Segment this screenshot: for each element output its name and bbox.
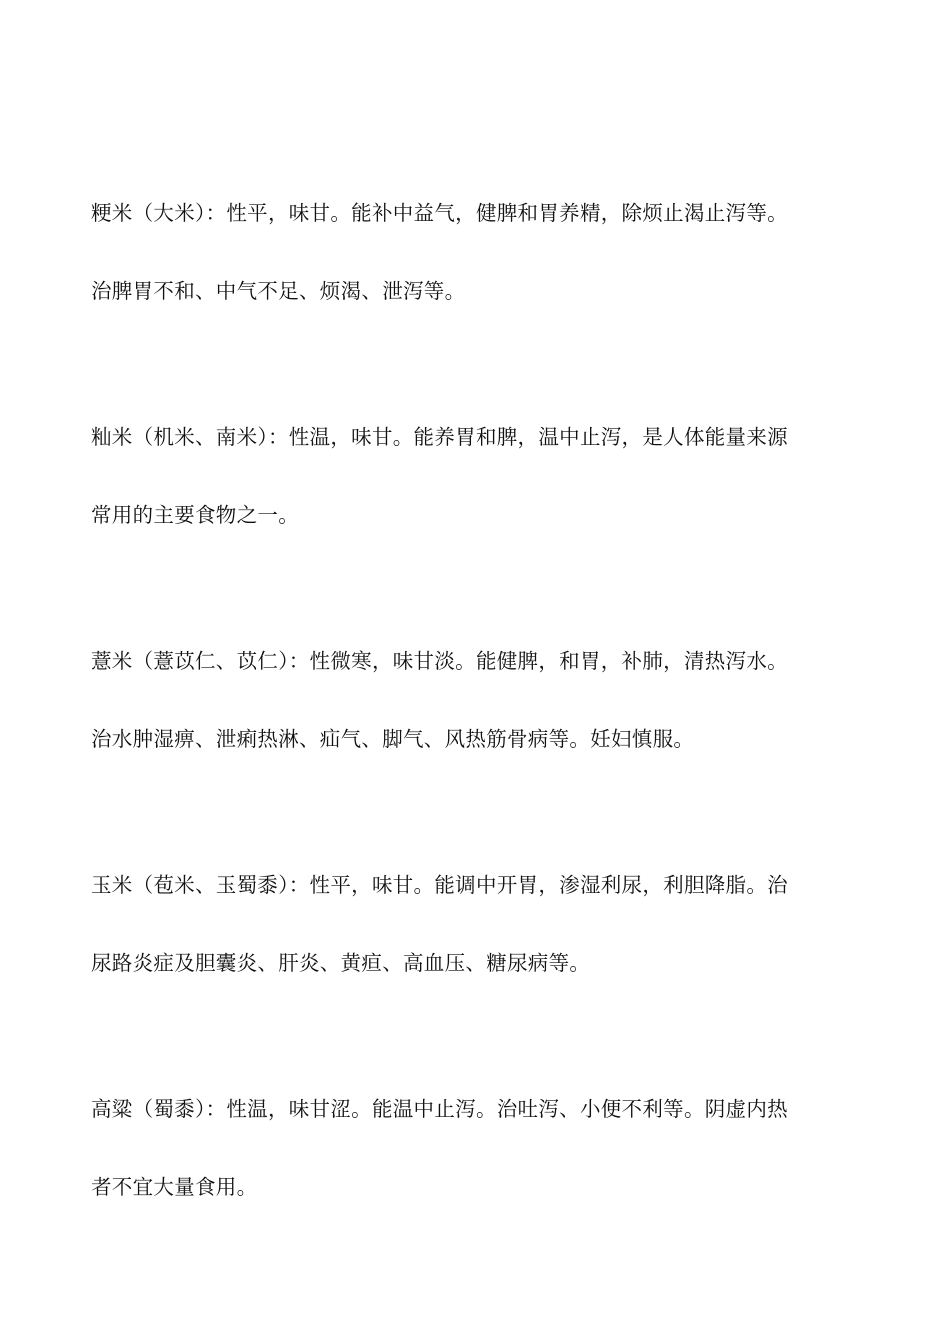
paragraph-yimi [91,648,861,804]
text-line: 玉米（苞米、玉蜀黍）：性平，味甘。能调中开胃，渗湿利尿，利胆降脂。治 [91,873,788,897]
text-line: 籼米（机米、南米）：性温，味甘。能养胃和脾，温中止泻，是人体能量来源 [91,425,788,449]
paragraph-jingmi [91,200,861,356]
text-line: 者不宜大量食用。 [91,1175,258,1199]
text-line: 薏米（薏苡仁、苡仁）：性微寒，味甘淡。能健脾，和胃，补肺，清热泻水。 [91,649,788,673]
paragraph-gaoliang [91,1096,861,1252]
paragraph-yumi [91,872,861,1028]
text-line: 粳米（大米）：性平，味甘。能补中益气，健脾和胃养精，除烦止渴止泻等。 [91,201,788,225]
text-line: 常用的主要食物之一。 [91,503,299,527]
paragraph-xianmi [91,424,861,580]
text-line: 尿路炎症及胆囊炎、肝炎、黄疸、高血压、糖尿病等。 [91,951,591,975]
text-line: 高粱（蜀黍）：性温，味甘涩。能温中止泻。治吐泻、小便不利等。阴虚内热 [91,1097,788,1121]
text-line: 治脾胃不和、中气不足、烦渴、泄泻等。 [91,279,466,303]
text-line: 治水肿湿痹、泄痢热淋、疝气、脚气、风热筋骨病等。妊妇慎服。 [91,727,695,751]
